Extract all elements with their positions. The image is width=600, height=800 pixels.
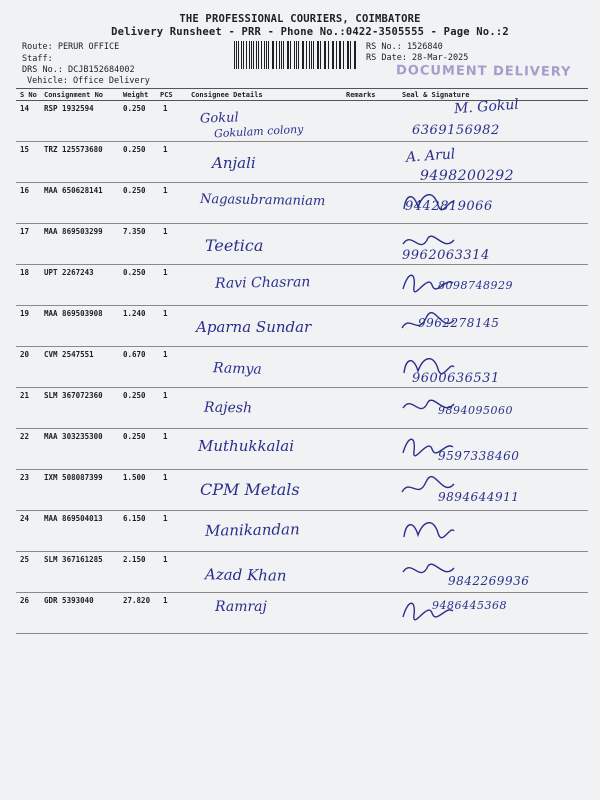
vehicle-label: Vehicle: Office Delivery	[27, 76, 150, 86]
consignee-name: Aparna Sundar	[196, 318, 312, 336]
barcode-bar	[241, 41, 242, 69]
signature-phone: 9442819066	[405, 199, 493, 214]
route-label: Route: PERUR OFFICE	[22, 42, 120, 52]
signature-scribble-icon	[398, 515, 458, 545]
document-delivery-stamp: DOCUMENT DELIVERY	[395, 63, 572, 80]
signature-phone: 9894095060	[438, 404, 513, 417]
cell-consignment: TRZ 125573680	[44, 145, 103, 154]
barcode-bar	[246, 41, 247, 69]
cell-pcs: 1	[163, 391, 168, 400]
cell-sno: 20	[20, 350, 30, 359]
table-row	[16, 306, 588, 347]
cell-weight: 2.150	[123, 555, 146, 564]
cell-sno: 24	[20, 514, 30, 523]
cell-weight: 0.250	[123, 186, 146, 195]
col-sno: S No	[20, 91, 37, 99]
cell-consignment: MAA 869504013	[44, 514, 103, 523]
barcode-bar	[320, 41, 321, 69]
col-weight: Weight	[123, 91, 149, 99]
cell-consignment: MAA 869503299	[44, 227, 103, 236]
runsheet-subtitle: Delivery Runsheet - PRR - Phone No.:0422-3505555 - Page No.:2	[111, 26, 509, 38]
cell-pcs: 1	[163, 555, 168, 564]
cell-pcs: 1	[163, 596, 168, 605]
cell-consignment: SLM 367072360	[44, 391, 103, 400]
company-title: THE PROFESSIONAL COURIERS, COIMBATORE	[179, 13, 421, 25]
cell-consignment: IXM 508087399	[44, 473, 103, 482]
table-row	[16, 388, 588, 429]
barcode-bar	[261, 41, 262, 69]
cell-weight: 0.250	[123, 104, 146, 113]
table-row	[16, 511, 588, 552]
cell-sno: 17	[20, 227, 30, 236]
consignee-name: Ramraj	[215, 599, 267, 615]
cell-consignment: SLM 367161285	[44, 555, 103, 564]
cell-pcs: 1	[163, 104, 168, 113]
table-row	[16, 265, 588, 306]
col-consignee: Consignee Details	[191, 91, 263, 99]
cell-weight: 27.820	[123, 596, 151, 605]
cell-pcs: 1	[163, 268, 168, 277]
staff-label: Staff:	[22, 54, 53, 64]
barcode-bar	[283, 41, 284, 69]
cell-weight: 6.150	[123, 514, 146, 523]
cell-consignment: GDR 5393040	[44, 596, 94, 605]
cell-weight: 1.500	[123, 473, 146, 482]
col-consignment: Consignment No	[44, 91, 104, 99]
cell-weight: 0.250	[123, 268, 146, 277]
barcode-bar	[333, 41, 334, 69]
consignee-name: CPM Metals	[200, 480, 300, 499]
consignee-name: Gokul	[199, 110, 239, 127]
signature-phone: 9894644911	[438, 490, 520, 504]
cell-consignment: MAA 303235300	[44, 432, 103, 441]
consignee-name: Rajesh	[203, 399, 253, 417]
row-divider	[16, 633, 588, 634]
signature-phone: 9600636531	[412, 371, 500, 386]
barcode-bar	[249, 41, 250, 69]
cell-pcs: 1	[163, 227, 168, 236]
barcode-bar	[343, 41, 344, 69]
consignee-name: Teetica	[205, 236, 264, 255]
table-row	[16, 593, 588, 634]
signature-phone: 6369156982	[412, 123, 500, 138]
col-pcs: PCS	[160, 91, 173, 99]
barcode-bar	[281, 41, 282, 69]
cell-weight: 0.670	[123, 350, 146, 359]
cell-consignment: UPT 2267243	[44, 268, 94, 277]
cell-consignment: RSP 1932594	[44, 104, 94, 113]
rs-number: RS No.: 1526840	[366, 42, 443, 52]
barcode-bar	[340, 41, 341, 69]
table-row	[16, 470, 588, 511]
barcode-bar	[309, 41, 310, 69]
col-remarks: Remarks	[346, 91, 376, 99]
barcode-bar	[298, 41, 299, 69]
barcode-bar	[355, 41, 356, 69]
cell-sno: 25	[20, 555, 30, 564]
consignee-name: Anjali	[212, 154, 256, 172]
barcode-image	[234, 41, 358, 69]
cell-weight: 0.250	[123, 391, 146, 400]
cell-consignment: MAA 650628141	[44, 186, 103, 195]
barcode-bar	[234, 41, 235, 69]
barcode-bar	[273, 41, 274, 69]
cell-weight: 0.250	[123, 145, 146, 154]
table-row	[16, 183, 588, 224]
signature-name: M. Gokul	[453, 96, 520, 118]
cell-sno: 26	[20, 596, 30, 605]
consignee-name: Azad Khan	[204, 565, 287, 585]
consignee-name: Muthukkalai	[198, 437, 295, 455]
cell-sno: 15	[20, 145, 30, 154]
consignee-name: Ramya	[212, 360, 263, 378]
signature-phone: 8098748929	[438, 279, 513, 292]
table-row	[16, 347, 588, 388]
cell-pcs: 1	[163, 514, 168, 523]
signature-phone: 9498200292	[420, 168, 515, 184]
drs-number: DRS No.: DCJB152684002	[22, 65, 135, 75]
cell-weight: 7.350	[123, 227, 146, 236]
cell-pcs: 1	[163, 473, 168, 482]
cell-sno: 16	[20, 186, 30, 195]
table-row	[16, 224, 588, 265]
barcode-bar	[268, 41, 269, 69]
consignee-address: Gokulam colony	[213, 122, 304, 141]
table-row	[16, 552, 588, 593]
barcode-bar	[290, 41, 291, 69]
cell-weight: 1.240	[123, 309, 146, 318]
cell-weight: 0.250	[123, 432, 146, 441]
barcode-bar	[350, 41, 351, 69]
cell-pcs: 1	[163, 186, 168, 195]
cell-pcs: 1	[163, 432, 168, 441]
signature-phone: 9962278145	[418, 316, 500, 330]
cell-pcs: 1	[163, 309, 168, 318]
signature-phone: 9962063314	[402, 248, 490, 263]
cell-pcs: 1	[163, 350, 168, 359]
table-row	[16, 429, 588, 470]
consignee-name: Ravi Chasran	[214, 274, 311, 292]
barcode-bar	[302, 41, 303, 69]
cell-sno: 22	[20, 432, 30, 441]
rs-date: RS Date: 28-Mar-2025	[366, 53, 469, 63]
cell-sno: 21	[20, 391, 30, 400]
signature-name: A. Arul	[405, 146, 456, 166]
cell-sno: 19	[20, 309, 30, 318]
barcode-bar	[313, 41, 314, 69]
signature-phone: 9486445368	[432, 599, 507, 612]
cell-pcs: 1	[163, 145, 168, 154]
table-top-rule	[16, 88, 588, 89]
consignee-name: Nagasubramaniam	[199, 191, 326, 210]
col-signature: Seal & Signature	[402, 91, 470, 99]
cell-consignment: MAA 869503908	[44, 309, 103, 318]
table-row	[16, 142, 588, 183]
cell-sno: 18	[20, 268, 30, 277]
consignee-name: Manikandan	[204, 520, 300, 540]
signature-phone: 9597338460	[438, 449, 520, 463]
table-row	[16, 96, 588, 142]
cell-consignment: CVM 2547551	[44, 350, 94, 359]
cell-sno: 23	[20, 473, 30, 482]
cell-sno: 14	[20, 104, 30, 113]
barcode-bar	[258, 41, 259, 69]
signature-phone: 9842269936	[448, 574, 530, 588]
barcode-bar	[325, 41, 326, 69]
